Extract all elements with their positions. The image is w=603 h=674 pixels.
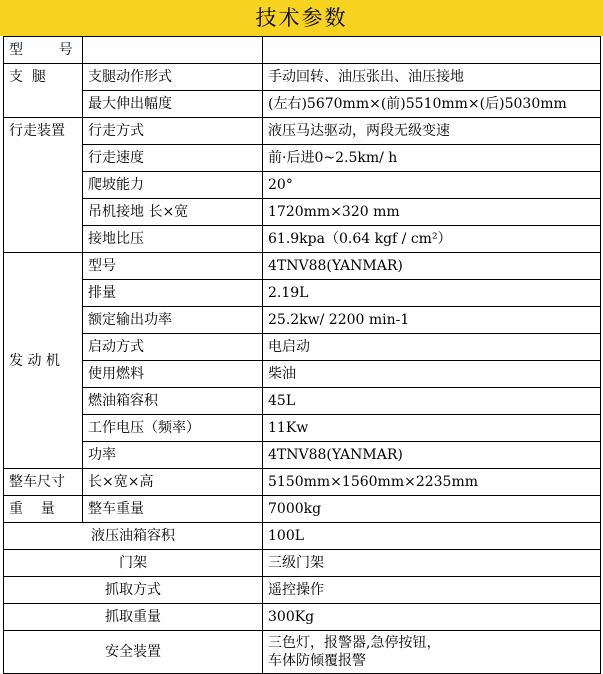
param-value: 电启动	[263, 334, 601, 361]
table-title: 技术参数	[0, 0, 603, 36]
param-value: 4TNV88(YANMAR)	[263, 253, 601, 280]
category-outrigger: 支 腿	[4, 64, 83, 118]
param-value: 61.9kpa（0.64 kgf / cm²）	[263, 226, 601, 253]
safety-line-1: 三色灯，报警器,急停按钮，	[268, 635, 441, 651]
table-row	[4, 199, 601, 226]
param-value: 5150mm×1560mm×2235mm	[263, 469, 601, 496]
param-name: 行走方式	[83, 118, 263, 145]
param-value: 11Kw	[263, 415, 601, 442]
category-weight: 重 量	[4, 496, 83, 523]
param-value: 300Kg	[263, 604, 601, 631]
param-value: 三级门架	[263, 550, 601, 577]
param-name: 长×宽×高	[83, 469, 263, 496]
category-travel: 行走装置	[4, 118, 83, 253]
param-name: 抓取方式	[4, 577, 263, 604]
param-value: 25.2kw/ 2200 min-1	[263, 307, 601, 334]
param-name: 使用燃料	[83, 361, 263, 388]
table-row	[4, 550, 601, 577]
table-row	[4, 280, 601, 307]
table-row	[4, 631, 601, 674]
param-value: 7000kg	[263, 496, 601, 523]
param-name: 爬坡能力	[83, 172, 263, 199]
table-row	[4, 118, 601, 145]
param-name: 接地比压	[83, 226, 263, 253]
category-dimensions: 整车尺寸	[4, 469, 83, 496]
table-row	[4, 91, 601, 118]
param-name: 燃油箱容积	[83, 388, 263, 415]
table-row	[4, 496, 601, 523]
param-name: 行走速度	[83, 145, 263, 172]
table-row	[4, 604, 601, 631]
param-name: 吊机接地 长×宽	[83, 199, 263, 226]
param-value: 液压马达驱动，两段无级变速	[263, 118, 601, 145]
param-value: 手动回转、油压张出、油压接地	[263, 64, 601, 91]
spec-table	[3, 36, 601, 674]
param-name: 排量	[83, 280, 263, 307]
param-name: 型号	[83, 253, 263, 280]
table-row	[4, 442, 601, 469]
table-row	[4, 334, 601, 361]
param-name: 门架	[4, 550, 263, 577]
param-value: 2.19L	[263, 280, 601, 307]
table-row	[4, 307, 601, 334]
table-row	[4, 37, 601, 64]
param-value: 100L	[263, 523, 601, 550]
table-row	[4, 388, 601, 415]
param-name: 工作电压（频率）	[83, 415, 263, 442]
table-row	[4, 145, 601, 172]
table-row	[4, 64, 601, 91]
param-name: 最大伸出幅度	[83, 91, 263, 118]
table-row	[4, 361, 601, 388]
param-name: 额定输出功率	[83, 307, 263, 334]
table-row	[4, 226, 601, 253]
param-value: 45L	[263, 388, 601, 415]
category-engine: 发 动 机	[4, 253, 83, 469]
param-name: 液压油箱容积	[4, 523, 263, 550]
table-row	[4, 469, 601, 496]
param-name: 整车重量	[83, 496, 263, 523]
param-value: 遥控操作	[263, 577, 601, 604]
param-value: 1720mm×320 mm	[263, 199, 601, 226]
param-name: 功率	[83, 442, 263, 469]
param-value: 前·后进0~2.5km/ h	[263, 145, 601, 172]
param-name: 安全装置	[4, 631, 263, 674]
param-value: 20°	[263, 172, 601, 199]
table-row	[4, 253, 601, 280]
param-name: 启动方式	[83, 334, 263, 361]
table-row	[4, 577, 601, 604]
param-value: 4TNV88(YANMAR)	[263, 442, 601, 469]
param-name: 支腿动作形式	[83, 64, 263, 91]
param-value	[263, 37, 601, 64]
table-row	[4, 523, 601, 550]
safety-line-2: 车体防倾覆报警	[268, 653, 366, 669]
category-model: 型 号	[4, 37, 83, 64]
param-name	[83, 37, 263, 64]
param-name: 抓取重量	[4, 604, 263, 631]
table-row	[4, 172, 601, 199]
param-value: (左右)5670mm×(前)5510mm×(后)5030mm	[263, 91, 601, 118]
param-value	[263, 631, 601, 674]
table-row	[4, 415, 601, 442]
param-value: 柴油	[263, 361, 601, 388]
